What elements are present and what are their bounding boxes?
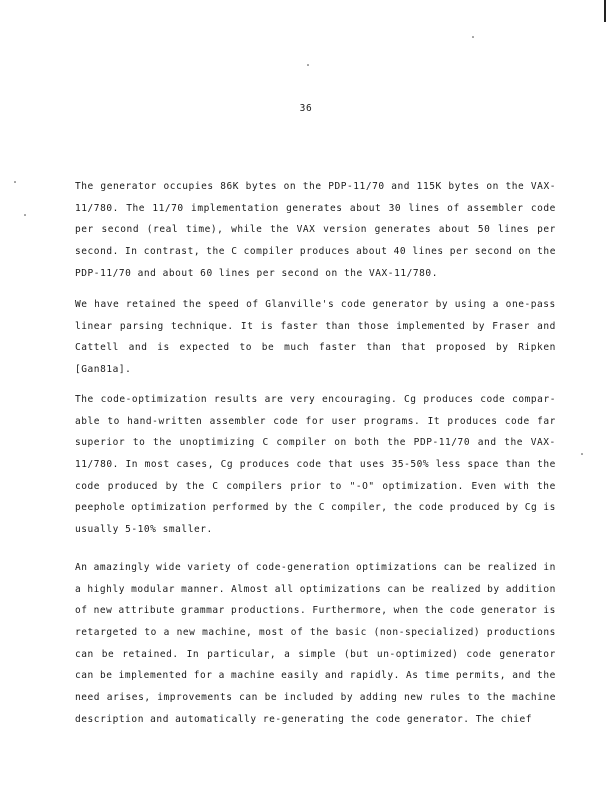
text-line: retargeted to a new machine, most of the basic (non-specialized) productions [75, 627, 556, 639]
text-line: a highly modular manner. Almost all optimizations can be realized by addition [75, 583, 556, 595]
text-line: can be implemented for a machine easily and rapidly. As time permits, and the [75, 670, 556, 682]
text-line: [Gan81a]. [75, 364, 132, 376]
text-line: superior to the unoptimizing C compiler on both the PDP-11/70 and the VAX- [75, 437, 556, 449]
scan-speck [14, 181, 16, 183]
text-line: linear parsing technique. It is faster than those implemented by Fraser and [75, 320, 556, 332]
scan-edge-mark [604, 0, 606, 22]
text-line: The code-optimization results are very encouraging. Cg produces code compar- [75, 394, 556, 405]
paragraph-performance [75, 176, 556, 284]
text-line: need arises, improvements can be included by adding new rules to the machine [75, 692, 556, 704]
paragraph-optimization-results [75, 389, 556, 541]
scan-speck [581, 453, 583, 455]
text-line: can be retained. In particular, a simple (but un-optimized) code generator [75, 648, 556, 660]
text-line: description and automatically re-generating the code generator. The chief [75, 713, 533, 725]
page-number: 36 [299, 103, 313, 114]
scan-speck [307, 64, 309, 66]
text-line: Cattell and is expected to be much faster than that proposed by Ripken [75, 342, 556, 354]
text-line: second. In contrast, the C compiler produces about 40 lines per second on the [75, 246, 556, 258]
text-line: 11/780. The 11/70 implementation generates about 30 lines of assembler code [75, 202, 556, 214]
text-line: The generator occupies 86K bytes on the PDP-11/70 and 115K bytes on the VAX- [75, 181, 556, 192]
scan-speck [472, 36, 474, 38]
text-line: of new attribute grammar productions. Furthermore, when the code generator is [75, 605, 556, 617]
text-line: code produced by the C compilers prior to "-O" optimization. Even with the [75, 480, 556, 492]
text-line: We have retained the speed of Glanville's code generator by using a one-pass [75, 299, 556, 310]
text-line: able to hand-written assembler code for user programs. It produces code far [75, 415, 556, 427]
text-line: An amazingly wide variety of code-generation optimizations can be realized in [75, 562, 556, 573]
text-line: usually 5-10% smaller. [75, 524, 213, 536]
paragraph-parsing-speed [75, 294, 556, 381]
text-line: PDP-11/70 and about 60 lines per second on the VAX-11/780. [75, 267, 438, 279]
paragraph-modularity [75, 557, 556, 731]
scan-speck [24, 214, 26, 216]
text-line: peephole optimization performed by the C compiler, the code produced by Cg is [75, 502, 556, 514]
text-line: 11/780. In most cases, Cg produces code that uses 35-50% less space than the [75, 459, 556, 471]
text-line: per second (real time), while the VAX version generates about 50 lines per [75, 224, 556, 236]
